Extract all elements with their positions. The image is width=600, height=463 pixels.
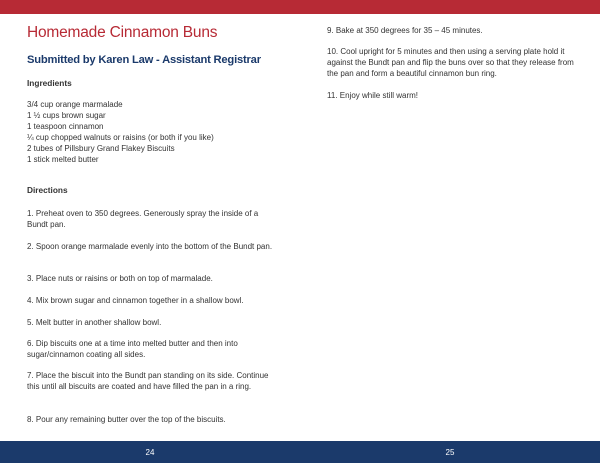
page-number-right: 25 <box>445 448 455 457</box>
directions-heading: Directions <box>27 185 68 195</box>
direction-step: 9. Bake at 350 degrees for 35 – 45 minutes. <box>327 26 483 35</box>
direction-step: 4. Mix brown sugar and cinnamon together in a shallow bowl. <box>27 296 244 305</box>
ingredient-item: ¼ cup chopped walnuts or raisins (or both if you like) <box>27 133 214 142</box>
recipe-title: Homemade Cinnamon Buns <box>27 24 218 41</box>
direction-step: 3. Place nuts or raisins or both on top of marmalade. <box>27 274 213 283</box>
top-accent-bar <box>0 0 600 14</box>
page-number-left: 24 <box>145 448 155 457</box>
ingredient-item: 1 teaspoon cinnamon <box>27 122 104 131</box>
ingredient-item: 2 tubes of Pillsbury Grand Flakey Biscuits <box>27 144 175 153</box>
ingredient-item: 1 stick melted butter <box>27 155 99 164</box>
ingredient-item: 1 ½ cups brown sugar <box>27 111 106 120</box>
ingredients-list <box>27 99 214 165</box>
footer-bar <box>0 441 600 463</box>
direction-step: 8. Pour any remaining butter over the top of the biscuits. <box>27 415 226 424</box>
direction-step: 2. Spoon orange marmalade evenly into the bottom of the Bundt pan. <box>27 242 273 251</box>
direction-step: 6. Dip biscuits one at a time into melted butter and then into sugar/cinnamon coating all sides. <box>27 339 238 359</box>
direction-step: 10. Cool upright for 5 minutes and then using a serving plate hold it against the Bundt pan and flip the buns over so that they release from the pan and form a beautiful cinnamon bun ring. <box>327 47 574 78</box>
submitted-by: Submitted by Karen Law - Assistant Registrar <box>27 54 261 66</box>
direction-step: 7. Place the biscuit into the Bundt pan standing on its side. Continue this until all biscuits are coated and have filled the pan in a ring. <box>27 371 269 391</box>
direction-step: 5. Melt butter in another shallow bowl. <box>27 318 162 327</box>
ingredients-heading: Ingredients <box>27 78 72 88</box>
ingredient-item: 3/4 cup orange marmalade <box>27 100 123 109</box>
direction-step: 1. Preheat oven to 350 degrees. Generously spray the inside of a Bundt pan. <box>27 209 259 229</box>
direction-step: 11. Enjoy while still warm! <box>327 91 418 100</box>
